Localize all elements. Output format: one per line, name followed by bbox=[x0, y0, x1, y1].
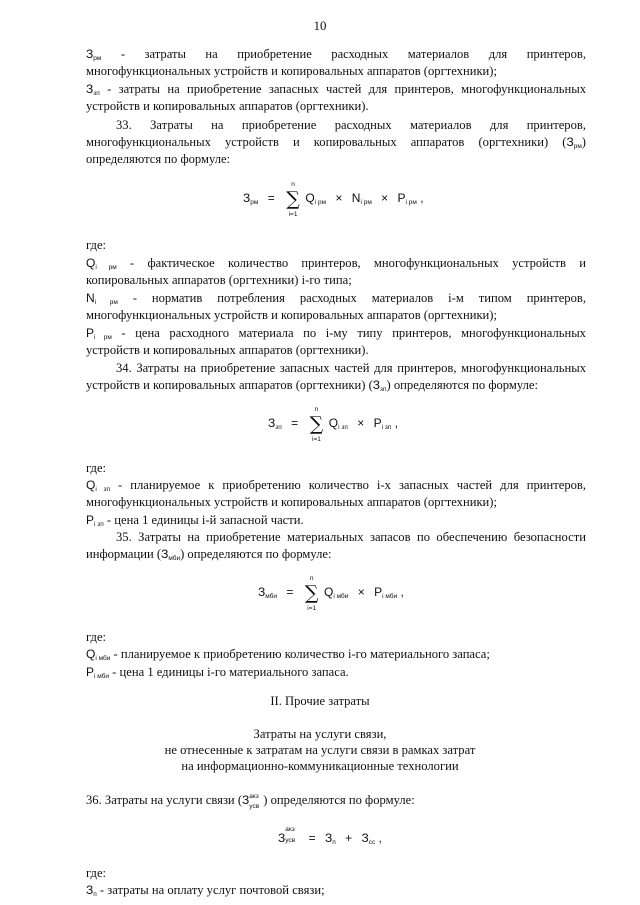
paragraph-35-line1: 35. Затраты на приобретение материальных запасов по обеспечению безопасности bbox=[116, 530, 586, 544]
definition-z-p: $З_п$ - затраты на оплату услуг почтовой связи; bbox=[86, 883, 325, 898]
definition-n-rm-cont: многофункциональных устройств и копировальных аппаратов (оргтехники); bbox=[86, 308, 497, 322]
definition-p-rm-cont: устройств и копировальных аппаратов (оргтехники). bbox=[86, 343, 369, 357]
page-number: 10 bbox=[313, 19, 327, 33]
subheading-line2: не отнесенные к затратам на услуги связи в рамках затрат bbox=[164, 743, 476, 757]
paragraph-33-line3: определяются по формуле: bbox=[86, 152, 231, 166]
paragraph-34-line1: 34. Затраты на приобретение запасных частей для принтеров, многофункциональных bbox=[116, 361, 586, 375]
sum-symbol: n ∑ i=1 bbox=[286, 181, 300, 218]
subheading-line3: на информационно-коммуникационные технологии bbox=[181, 759, 459, 773]
definition-q-zp: $Q_{i зп}$ - планируемое к приобретению количество i-х запасных частей для принтеров, bbox=[86, 478, 587, 493]
definition-q-mbi: $Q_{i мби}$ - планируемое к приобретению количество i-го материального запаса; bbox=[86, 647, 490, 662]
definition-q-zp-cont: многофункциональных устройств и копировальных аппаратов (оргтехники); bbox=[86, 495, 497, 509]
definition-z-rm: $З_{рм}$ - затраты на приобретение расходных материалов для принтеров, bbox=[86, 47, 586, 62]
definition-q-rm-cont: копировальных аппаратов (оргтехники) i-го типа; bbox=[86, 273, 352, 287]
where-label-1: где: bbox=[86, 238, 107, 252]
paragraph-33-line1: 33. Затраты на приобретение расходных материалов для принтеров, bbox=[116, 118, 586, 132]
paragraph-33-line2: многофункциональных устройств и копировальных аппаратов (оргтехники) $(З_{рм})$ bbox=[86, 135, 586, 150]
sum-symbol: n ∑ i=1 bbox=[309, 406, 324, 443]
subheading-line1: Затраты на услуги связи, bbox=[253, 727, 387, 741]
sum-symbol: n ∑ i=1 bbox=[304, 575, 319, 612]
where-label-4: где: bbox=[86, 866, 107, 880]
definition-p-zp: $P_{i зп}$ - цена 1 единицы i-й запасной части. bbox=[86, 513, 304, 528]
formula-33: $З_{рм}$ = n ∑ i=1 $Q_{i рм} \times N_{i рм} \times P_{i рм}$ , bbox=[243, 181, 424, 218]
definition-z-zp-cont: устройств и копировальных аппаратов (оргтехники). bbox=[86, 99, 369, 113]
paragraph-36: 36. Затраты на услуги связи (З акз усв ) определяются по формуле: bbox=[86, 793, 415, 811]
definition-p-mbi: $P_{i мби}$ - цена 1 единицы i-го материального запаса. bbox=[86, 665, 349, 680]
where-label-2: где: bbox=[86, 461, 107, 475]
section-title: II. Прочие затраты bbox=[270, 694, 370, 708]
definition-p-rm: $P_{i рм}$ - цена расходного материала по i-му типу принтеров, многофункциональных bbox=[86, 326, 586, 341]
definition-z-rm-cont: многофункциональных устройств и копировальных аппаратов (оргтехники); bbox=[86, 64, 497, 78]
paragraph-34-line2: устройств и копировальных аппаратов (оргтехники) $(З_{зп})$ определяются по формуле: bbox=[86, 378, 538, 393]
formula-36: З акз усв = $З_п + З_{сс}$ , bbox=[278, 825, 382, 846]
where-label-3: где: bbox=[86, 630, 107, 644]
paragraph-35-line2: информации $(З_{мби})$ определяются по формуле: bbox=[86, 547, 332, 562]
definition-n-rm: $N_{i рм}$ - норматив потребления расходных материалов i-м типом принтеров, bbox=[86, 291, 586, 306]
definition-q-rm: $Q_{i рм}$ - фактическое количество принтеров, многофункциональных устройств и bbox=[86, 256, 586, 271]
formula-35: $З_{мби}$ = n ∑ i=1 $Q_{i мби} \times P_{i мби}$ , bbox=[258, 575, 404, 612]
formula-34: $З_{зп}$ = n ∑ i=1 $Q_{i зп} \times P_{i зп}$ , bbox=[268, 406, 399, 443]
definition-z-zp: $З_{зп}$ - затраты на приобретение запасных частей для принтеров, многофункциональных bbox=[86, 82, 586, 97]
